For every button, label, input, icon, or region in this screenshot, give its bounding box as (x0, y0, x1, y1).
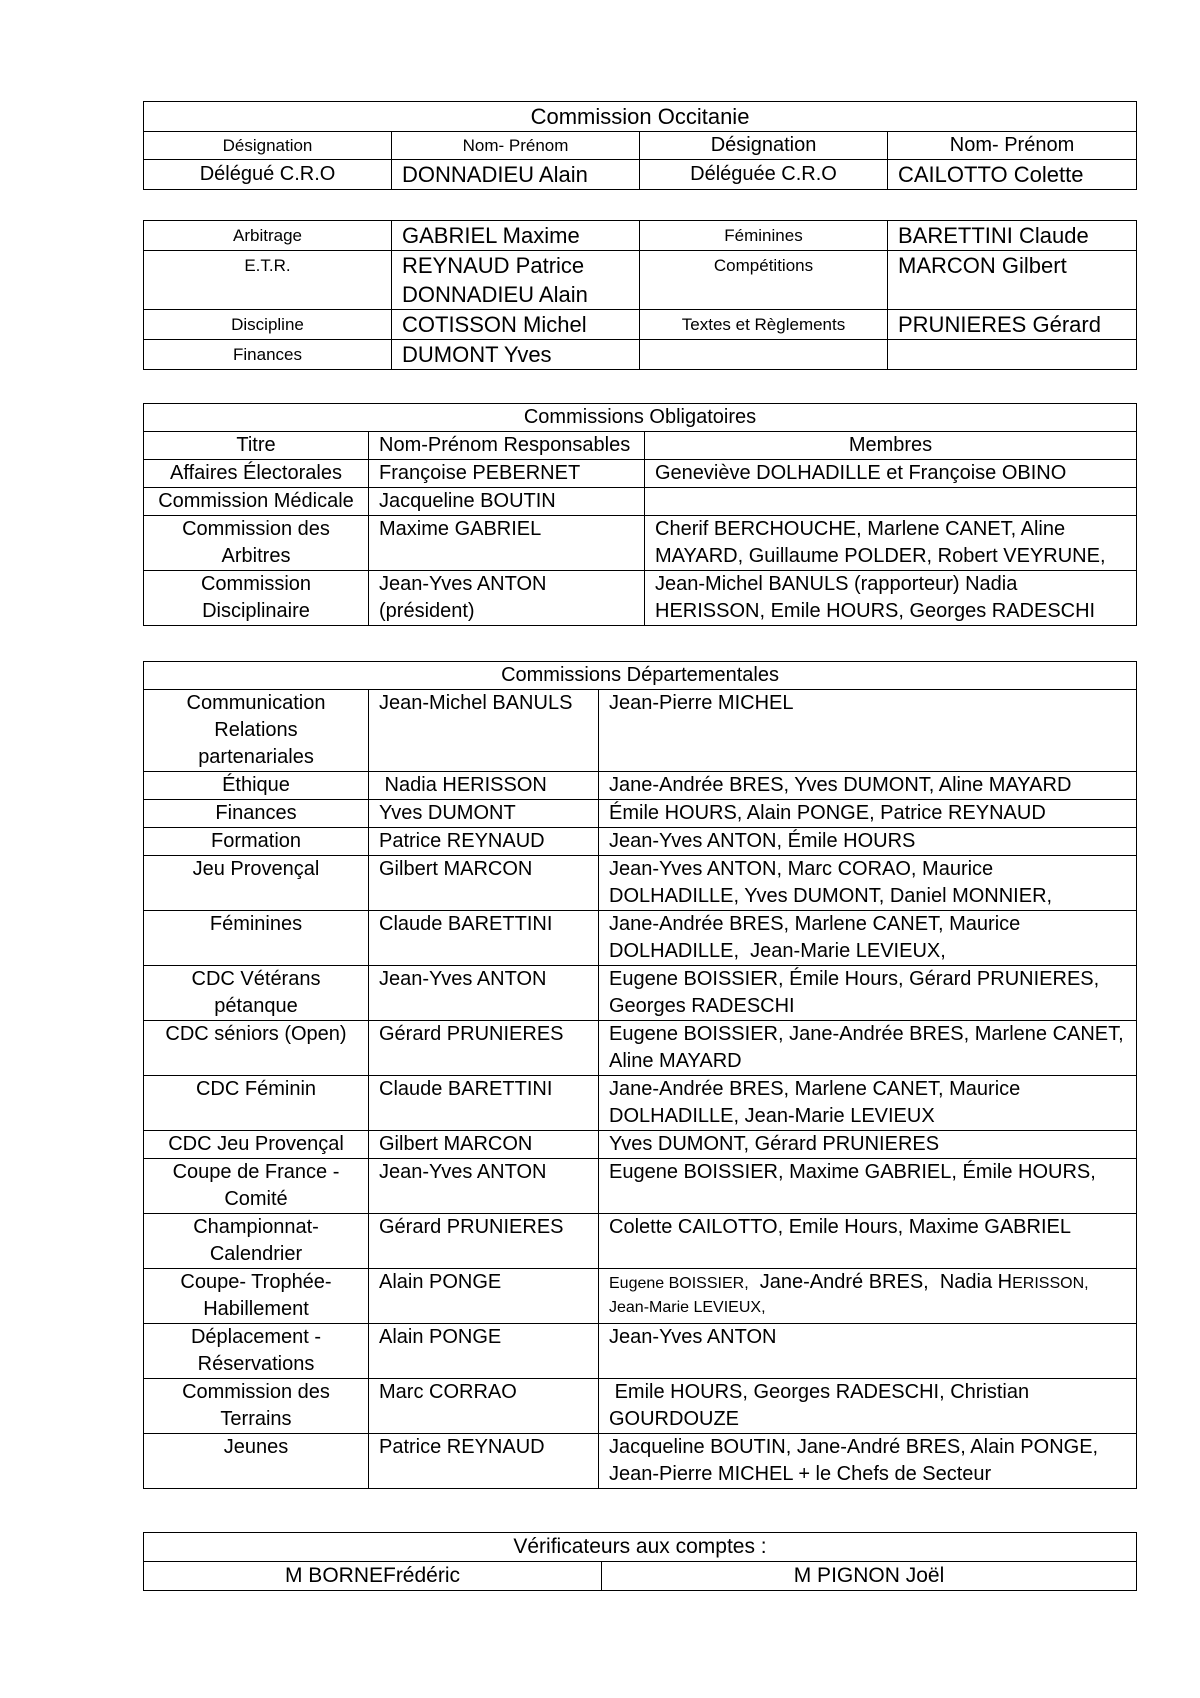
table-row (144, 310, 1137, 340)
table-row (144, 1434, 1137, 1489)
members-text: Eugene BOISSIER, (609, 1275, 749, 1292)
responsable-cell: Gérard PRUNIERES (369, 1214, 599, 1269)
title-cell: CDC Féminin (144, 1076, 369, 1131)
responsable-cell: Maxime GABRIEL (369, 516, 645, 571)
title-cell: Jeunes (144, 1434, 369, 1489)
responsable-cell: Françoise PEBERNET (369, 460, 645, 488)
section-title: Commission Occitanie (144, 102, 1137, 132)
table-row (144, 340, 1137, 370)
responsable-cell: Claude BARETTINI (369, 911, 599, 966)
table-row (144, 1214, 1137, 1269)
table-row (144, 516, 1137, 571)
table-row (144, 828, 1137, 856)
table-row (144, 772, 1137, 800)
title-cell: Coupe- Trophée- Habillement (144, 1269, 369, 1324)
table-row (144, 1076, 1137, 1131)
name-line: REYNAUD Patrice (402, 253, 585, 278)
name-cell: DONNADIEU Alain (392, 160, 640, 190)
designation-cell: Textes et Règlements (640, 310, 888, 340)
table-row (144, 800, 1137, 828)
section-title: Commissions Obligatoires (144, 404, 1137, 432)
members-cell (645, 488, 1137, 516)
responsable-cell: Alain PONGE (369, 1269, 599, 1324)
title-cell: Coupe de France - Comité (144, 1159, 369, 1214)
members-cell: Yves DUMONT, Gérard PRUNIERES (599, 1131, 1137, 1159)
title-cell: Commission des Arbitres (144, 516, 369, 571)
members-cell: Geneviève DOLHADILLE et Françoise OBINO (645, 460, 1137, 488)
name-cell: CAILOTTO Colette (888, 160, 1137, 190)
column-header: Membres (645, 432, 1137, 460)
responsable-cell: Alain PONGE (369, 1324, 599, 1379)
table-row (144, 432, 1137, 460)
designation-cell: E.T.R. (144, 251, 392, 310)
responsable-cell: Jean-Yves ANTON (369, 1159, 599, 1214)
responsable-cell: Jean-Michel BANULS (369, 690, 599, 772)
members-cell: Jane-Andrée BRES, Marlene CANET, Maurice DOLHADILLE, Jean-Marie LEVIEUX (599, 1076, 1137, 1131)
responsable-cell: Patrice REYNAUD (369, 828, 599, 856)
members-text: Jean-Marie LEVIEUX, (609, 1299, 766, 1316)
verificateur-name: M BORNEFrédéric (144, 1562, 602, 1591)
table-row (144, 488, 1137, 516)
name-cell: DUMONT Yves (392, 340, 640, 370)
responsable-cell: Gilbert MARCON (369, 1131, 599, 1159)
commission-occitanie-table (143, 101, 1137, 190)
table-row (144, 460, 1137, 488)
members-text: Jane-André BRES, Nadia H (748, 1271, 1013, 1293)
members-cell: Jean-Yves ANTON, Marc CORAO, Maurice DOLHADILLE, Yves DUMONT, Daniel MONNIER, (599, 856, 1137, 911)
responsable-cell: Jean-Yves ANTON (369, 966, 599, 1021)
name-cell: GABRIEL Maxime (392, 221, 640, 251)
designation-cell: Délégué C.R.O (144, 160, 392, 190)
name-cell (888, 340, 1137, 370)
table-row (144, 1269, 1137, 1324)
departementales-rows (144, 690, 1137, 1489)
members-cell: Eugene BOISSIER, Émile Hours, Gérard PRUNIERES, Georges RADESCHI (599, 966, 1137, 1021)
responsable-cell: Gérard PRUNIERES (369, 1021, 599, 1076)
title-cell: CDC Vétérans pétanque (144, 966, 369, 1021)
name-line: DONNADIEU Alain (402, 282, 588, 307)
section-title: Vérificateurs aux comptes : (144, 1533, 1137, 1562)
title-cell: Affaires Électorales (144, 460, 369, 488)
commissions-departementales-table (143, 661, 1137, 1489)
responsable-cell: Patrice REYNAUD (369, 1434, 599, 1489)
members-cell: Emile HOURS, Georges RADESCHI, Christian GOURDOUZE (599, 1379, 1137, 1434)
verificateurs-table (143, 1532, 1137, 1591)
name-cell: PRUNIERES Gérard (888, 310, 1137, 340)
title-cell: Communication Relations partenariales (144, 690, 369, 772)
designation-cell: Discipline (144, 310, 392, 340)
responsable-cell: Yves DUMONT (369, 800, 599, 828)
table-row (144, 1562, 1137, 1591)
table-row (144, 690, 1137, 772)
verificateur-name: M PIGNON Joël (602, 1562, 1137, 1591)
title-cell: CDC séniors (Open) (144, 1021, 369, 1076)
title-cell: Commission Disciplinaire (144, 571, 369, 626)
name-cell: MARCON Gilbert (888, 251, 1137, 310)
table-row (144, 1324, 1137, 1379)
commissions-obligatoires-table (143, 403, 1137, 626)
column-header: Nom- Prénom (888, 132, 1137, 160)
designation-cell: Compétitions (640, 251, 888, 310)
name-cell: COTISSON Michel (392, 310, 640, 340)
members-cell: Jean-Pierre MICHEL (599, 690, 1137, 772)
table-row (144, 1131, 1137, 1159)
table-row (144, 251, 1137, 310)
members-cell: Jean-Yves ANTON (599, 1324, 1137, 1379)
table-row (144, 571, 1137, 626)
members-cell: Cherif BERCHOUCHE, Marlene CANET, Aline MAYARD, Guillaume POLDER, Robert VEYRUNE, (645, 516, 1137, 571)
members-cell: Jean-Michel BANULS (rapporteur) Nadia HERISSON, Emile HOURS, Georges RADESCHI (645, 571, 1137, 626)
table-row (144, 1379, 1137, 1434)
section-title: Commissions Départementales (144, 662, 1137, 690)
members-cell: Eugene BOISSIER, Maxime GABRIEL, Émile HOURS, (599, 1159, 1137, 1214)
title-cell: Commission Médicale (144, 488, 369, 516)
title-cell: Déplacement - Réservations (144, 1324, 369, 1379)
title-cell: Éthique (144, 772, 369, 800)
name-cell: BARETTINI Claude (888, 221, 1137, 251)
members-cell: Jacqueline BOUTIN, Jane-André BRES, Alain PONGE, Jean-Pierre MICHEL + le Chefs de Secteur (599, 1434, 1137, 1489)
members-cell: Jane-Andrée BRES, Marlene CANET, Maurice DOLHADILLE, Jean-Marie LEVIEUX, (599, 911, 1137, 966)
members-text: ERISSON, (1012, 1275, 1089, 1292)
designation-cell: Féminines (640, 221, 888, 251)
title-cell: Commission des Terrains (144, 1379, 369, 1434)
table-row (144, 966, 1137, 1021)
column-header: Désignation (144, 132, 392, 160)
members-cell: Eugene BOISSIER, Jane-Andrée BRES, Marlene CANET, Aline MAYARD (599, 1021, 1137, 1076)
designation-cell: Déléguée C.R.O (640, 160, 888, 190)
title-cell: Jeu Provençal (144, 856, 369, 911)
members-cell: Jane-Andrée BRES, Yves DUMONT, Aline MAYARD (599, 772, 1137, 800)
table-row (144, 221, 1137, 251)
responsable-cell: Jacqueline BOUTIN (369, 488, 645, 516)
members-cell (599, 1269, 1137, 1324)
responsable-cell: Marc CORRAO (369, 1379, 599, 1434)
responsable-cell: Nadia HERISSON (369, 772, 599, 800)
responsable-cell: Claude BARETTINI (369, 1076, 599, 1131)
title-cell: Championnat- Calendrier (144, 1214, 369, 1269)
members-cell: Émile HOURS, Alain PONGE, Patrice REYNAUD (599, 800, 1137, 828)
table-row (144, 911, 1137, 966)
column-header: Titre (144, 432, 369, 460)
title-cell: Féminines (144, 911, 369, 966)
table-row (144, 1021, 1137, 1076)
title-cell: Formation (144, 828, 369, 856)
members-cell: Colette CAILOTTO, Emile Hours, Maxime GABRIEL (599, 1214, 1137, 1269)
responsable-cell: Jean-Yves ANTON (président) (369, 571, 645, 626)
regional-roles-table (143, 220, 1137, 370)
responsable-cell: Gilbert MARCON (369, 856, 599, 911)
designation-cell (640, 340, 888, 370)
column-header: Nom-Prénom Responsables (369, 432, 645, 460)
column-header: Désignation (640, 132, 888, 160)
title-cell: Finances (144, 800, 369, 828)
table-row (144, 856, 1137, 911)
table-row (144, 1159, 1137, 1214)
members-cell: Jean-Yves ANTON, Émile HOURS (599, 828, 1137, 856)
title-cell: CDC Jeu Provençal (144, 1131, 369, 1159)
name-cell (392, 251, 640, 310)
designation-cell: Arbitrage (144, 221, 392, 251)
designation-cell: Finances (144, 340, 392, 370)
column-header: Nom- Prénom (392, 132, 640, 160)
